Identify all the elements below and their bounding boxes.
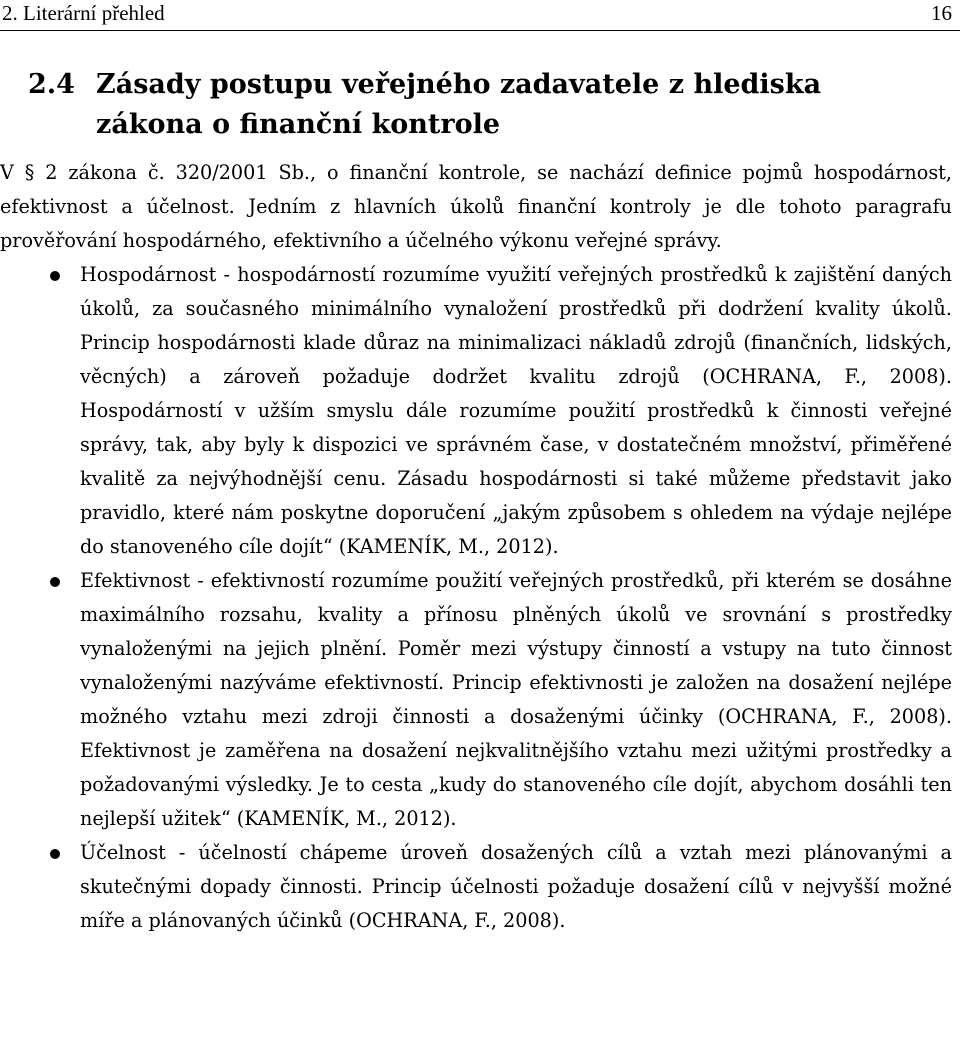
running-header	[0, 0, 960, 31]
bullet-text: Účelnost - účelností chápeme úroveň dosažených cílů a vztah mezi plánovanými a skutečnými dopady činnosti. Princip účelnosti požaduje dosažení cílů v nejvyšší možné míře a plánovaných účinků (OCHRANA, F., 2008).	[80, 841, 952, 932]
header-chapter-title: 2. Literární přehled	[2, 1, 165, 25]
bullet-item-ucelnost	[0, 836, 952, 938]
bullet-item-hospodarnost	[0, 258, 952, 564]
bullet-dot-icon	[50, 577, 60, 587]
bullet-text: Efektivnost - efektivností rozumíme použití veřejných prostředků, při kterém se dosáhne maximálního rozsahu, kvality a přínosu plněných úkolů ve srovnání s prostředky vynaloženými na jejich plnění. Poměr mezi výstupy činností a vstupy na tuto činnost vynaloženými nazýváme efektivností. Princip efektivnosti je založen na dosažení nejlépe možného vztahu mezi zdroji činnosti a dosaženými účinky (OCHRANA, F., 2008). Efektivnost je zaměřena na dosažení nejkvalitnějšího vztahu mezi užitými prostředky a požadovanými výsledky. Je to cesta „kudy do stanoveného cíle dojít, abychom dosáhli ten nejlepší užitek“ (KAMENÍK, M., 2012).	[80, 569, 952, 830]
section-body	[0, 156, 952, 938]
bullet-item-efektivnost	[0, 564, 952, 836]
bullet-list	[0, 258, 952, 938]
section-number: 2.4	[28, 69, 75, 100]
bullet-dot-icon	[50, 271, 60, 281]
bullet-dot-icon	[50, 849, 60, 859]
bullet-text: Hospodárnost - hospodárností rozumíme využití veřejných prostředků k zajištění daných úkolů, za současného minimálního vynaložení prostředků při dodržení kvality úkolů. Princip hospodárnosti klade důraz na minimalizaci nákladů zdrojů (finančních, lidských, věcných) a zároveň požaduje dodržet kvalitu zdrojů (OCHRANA, F., 2008). Hospodárností v užším smyslu dále rozumíme použití prostředků k činnosti veřejné správy, tak, aby byly k dispozici ve správném čase, v dostatečném množství, přiměřené kvalitě za nejvýhodnější cenu. Zásadu hospodárnosti si také můžeme představit jako pravidlo, které nám poskytne doporučení „jakým způsobem s ohledem na výdaje nejlépe do stanoveného cíle dojít“ (KAMENÍK, M., 2012).	[80, 263, 952, 558]
header-page-number: 16	[931, 1, 952, 25]
intro-paragraph: V § 2 zákona č. 320/2001 Sb., o finanční kontrole, se nachází definice pojmů hospodárnost, efektivnost a účelnost. Jedním z hlavních úkolů finanční kontroly je dle tohoto paragrafu prověřování hospodárného, efektivního a účelného výkonu veřejné správy.	[0, 161, 952, 252]
section-title: Zásady postupu veřejného zadavatele z hlediska zákona o finanční kontrole	[96, 69, 822, 140]
